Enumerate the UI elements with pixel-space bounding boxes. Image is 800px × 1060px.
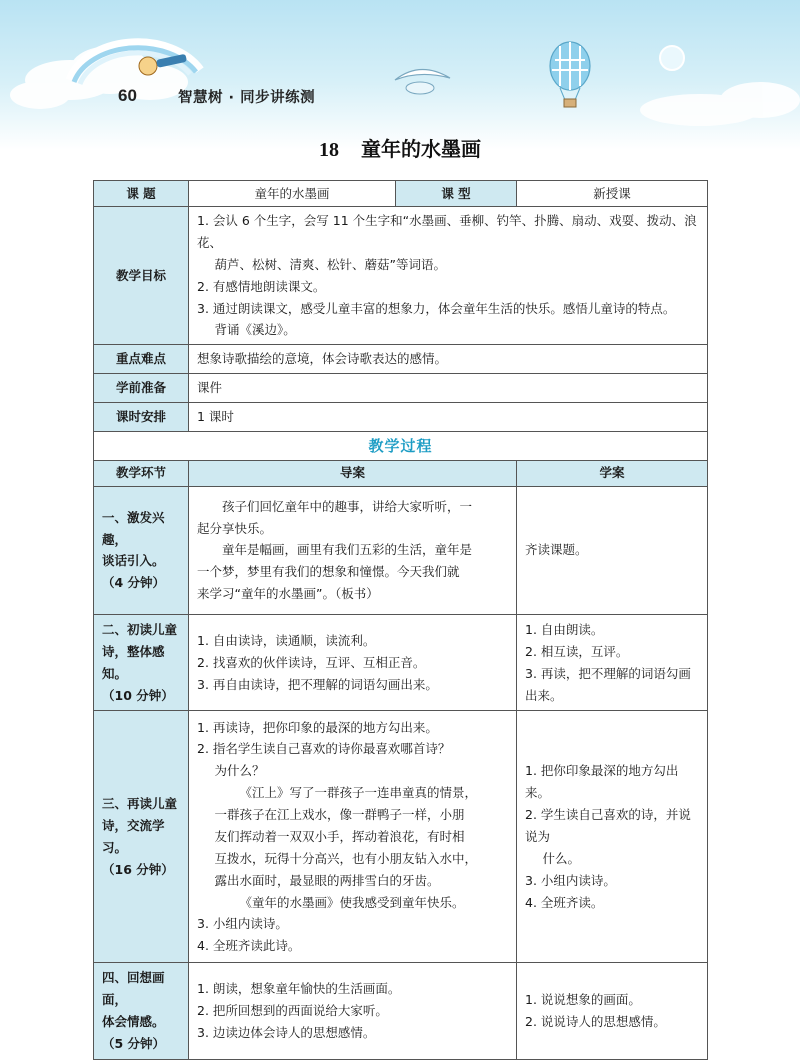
lesson-number: 18 bbox=[319, 139, 339, 161]
lesson-plan-table bbox=[93, 180, 708, 1060]
table-row bbox=[94, 374, 708, 403]
process-heading: 教学过程 bbox=[94, 431, 708, 460]
key-label: 重点难点 bbox=[94, 345, 189, 374]
guide-line: 一个梦，梦里有我们的想象和憧憬。今天我们就 bbox=[197, 564, 460, 580]
study-cell bbox=[517, 614, 708, 711]
guide-line: 一群孩子在江上戏水，像一群鸭子一样，小朋 bbox=[214, 807, 465, 823]
stage-line: 诗，交流学习。 bbox=[102, 818, 165, 855]
stage-line: 诗，整体感知。 bbox=[102, 643, 165, 681]
topic-value: 童年的水墨画 bbox=[189, 181, 396, 207]
key-value: 想象诗歌描绘的意境，体会诗歌表达的感情。 bbox=[189, 345, 708, 374]
topic-label: 课 题 bbox=[94, 181, 189, 207]
decorative-illustration bbox=[0, 0, 800, 150]
stage-line: 一、激发兴趣， bbox=[102, 509, 165, 547]
table-row bbox=[94, 486, 708, 614]
guide-line: 1. 自由读诗，读通顺，读流利。 bbox=[197, 632, 376, 648]
guide-line: 2. 把所回想到的西面说给大家听。 bbox=[197, 1003, 388, 1019]
guide-line: 1. 朗读，想象童年愉快的生活画面。 bbox=[197, 981, 401, 997]
study-cell bbox=[517, 963, 708, 1060]
guide-line: 互拨水，玩得十分高兴，也有小朋友钻入水中， bbox=[214, 850, 478, 866]
table-row bbox=[94, 403, 708, 432]
guide-line: 为什么？ bbox=[214, 763, 265, 779]
study-line: 2. 学生读自己喜欢的诗，并说说为 bbox=[525, 807, 691, 844]
study-cell bbox=[517, 486, 708, 614]
stage-line: 二、初读儿童 bbox=[102, 621, 178, 637]
study-line: 1. 把你印象最深的地方勾出来。 bbox=[525, 763, 679, 801]
stage-cell bbox=[94, 711, 189, 963]
study-line: 齐读课题。 bbox=[525, 542, 588, 558]
guide-line: 2. 指名学生读自己喜欢的诗你最喜欢哪首诗？ bbox=[197, 741, 451, 757]
stage-line: （10 分钟） bbox=[102, 687, 174, 703]
guide-line: 3. 再自由读诗，把不理解的词语勾画出来。 bbox=[197, 676, 438, 692]
study-line: 2. 相互读，互评。 bbox=[525, 643, 629, 659]
guide-line: 友们挥动着一双双小手，挥动着浪花，有时相 bbox=[214, 828, 465, 844]
col-study-header: 学案 bbox=[517, 460, 708, 486]
table-row bbox=[94, 963, 708, 1060]
guide-line: 3. 边读边体会诗人的思想感情。 bbox=[197, 1025, 376, 1041]
stage-line: 体会情感。 bbox=[102, 1014, 165, 1030]
time-label: 课时安排 bbox=[94, 403, 189, 432]
guide-cell bbox=[189, 486, 517, 614]
guide-cell bbox=[189, 963, 517, 1060]
col-guide-header: 导案 bbox=[189, 460, 517, 486]
stage-cell bbox=[94, 963, 189, 1060]
guide-line: 《江上》写了一群孩子一连串童真的情景， bbox=[239, 785, 478, 801]
hang-glider-icon bbox=[395, 69, 450, 94]
stage-line: 谈话引入。 bbox=[102, 553, 165, 569]
guide-line: 童年是幅画，画里有我们五彩的生活，童年是 bbox=[222, 542, 473, 558]
lesson-title bbox=[0, 133, 800, 162]
study-line: 3. 小组内读诗。 bbox=[525, 872, 616, 888]
prep-value: 课件 bbox=[189, 374, 708, 403]
cloud-icon bbox=[640, 82, 800, 126]
prep-label: 学前准备 bbox=[94, 374, 189, 403]
study-line: 1. 自由朗读。 bbox=[525, 621, 604, 637]
header-banner bbox=[0, 0, 800, 150]
stage-cell bbox=[94, 486, 189, 614]
type-label: 课 型 bbox=[396, 181, 517, 207]
guide-line: 4. 全班齐读此诗。 bbox=[197, 938, 301, 954]
guide-line: 3. 小组内读诗。 bbox=[197, 916, 288, 932]
study-line: 2. 说说诗人的思想感情。 bbox=[525, 1014, 666, 1030]
table-row bbox=[94, 181, 708, 207]
goal-line: 背诵《溪边》。 bbox=[214, 322, 296, 338]
guide-line: 孩子们回忆童年中的趣事，讲给大家听听，一 bbox=[222, 498, 473, 514]
guide-line: 2. 找喜欢的伙伴读诗，互评、互相正音。 bbox=[197, 654, 426, 670]
guide-line: 1. 再读诗，把你印象的最深的地方勾出来。 bbox=[197, 719, 438, 735]
goal-line: 葫芦、松树、清爽、松针、蘑菇”等词语。 bbox=[214, 256, 446, 272]
hot-air-balloon-icon bbox=[550, 42, 590, 107]
table-row bbox=[94, 431, 708, 460]
goal-line: 2. 有感情地朗读课文。 bbox=[197, 278, 326, 294]
series-title: 智慧树 · 同步讲练测 bbox=[178, 90, 316, 106]
stage-line: （5 分钟） bbox=[102, 1036, 166, 1051]
stage-line: 四、回想画面， bbox=[102, 970, 165, 1008]
stage-line: （4 分钟） bbox=[102, 575, 166, 591]
page-number: 60 bbox=[118, 86, 137, 105]
table-row bbox=[94, 345, 708, 374]
stage-line: （16 分钟） bbox=[102, 861, 174, 877]
study-line: 什么。 bbox=[542, 850, 581, 866]
guide-line: 《童年的水墨画》使我感受到童年快乐。 bbox=[239, 894, 465, 910]
goals-cell bbox=[189, 207, 708, 345]
sun-icon bbox=[660, 46, 684, 70]
stage-line: 三、再读儿童 bbox=[102, 796, 178, 812]
table-row bbox=[94, 711, 708, 963]
guide-cell bbox=[189, 711, 517, 963]
goal-line: 3. 通过朗读课文，感受儿童丰富的想象力，体会童年生活的快乐。感悟儿童诗的特点。 bbox=[197, 300, 676, 316]
table-row bbox=[94, 207, 708, 345]
type-value: 新授课 bbox=[517, 181, 708, 207]
table-row bbox=[94, 460, 708, 486]
guide-line: 起分享快乐。 bbox=[197, 520, 273, 536]
table-row bbox=[94, 614, 708, 711]
goal-line: 1. 会认 6 个生字，会写 11 个生字和“水墨画、垂柳、钓竿、扑腾、扇动、戏耍、拨动、浪花、 bbox=[197, 213, 697, 250]
guide-line: 来学习“童年的水墨画”。（板书） bbox=[197, 586, 379, 602]
time-value: 1 课时 bbox=[189, 403, 708, 432]
study-cell bbox=[517, 711, 708, 963]
study-line: 4. 全班齐读。 bbox=[525, 894, 604, 910]
study-line: 1. 说说想象的画面。 bbox=[525, 992, 641, 1008]
goals-label: 教学目标 bbox=[94, 207, 189, 345]
lesson-name: 童年的水墨画 bbox=[361, 137, 481, 161]
study-line: 3. 再读，把不理解的词语勾画出来。 bbox=[525, 665, 691, 703]
guide-cell bbox=[189, 614, 517, 711]
guide-line: 露出水面时，最显眼的两排雪白的牙齿。 bbox=[214, 872, 440, 888]
stage-cell bbox=[94, 614, 189, 711]
col-stage-header: 教学环节 bbox=[94, 460, 189, 486]
